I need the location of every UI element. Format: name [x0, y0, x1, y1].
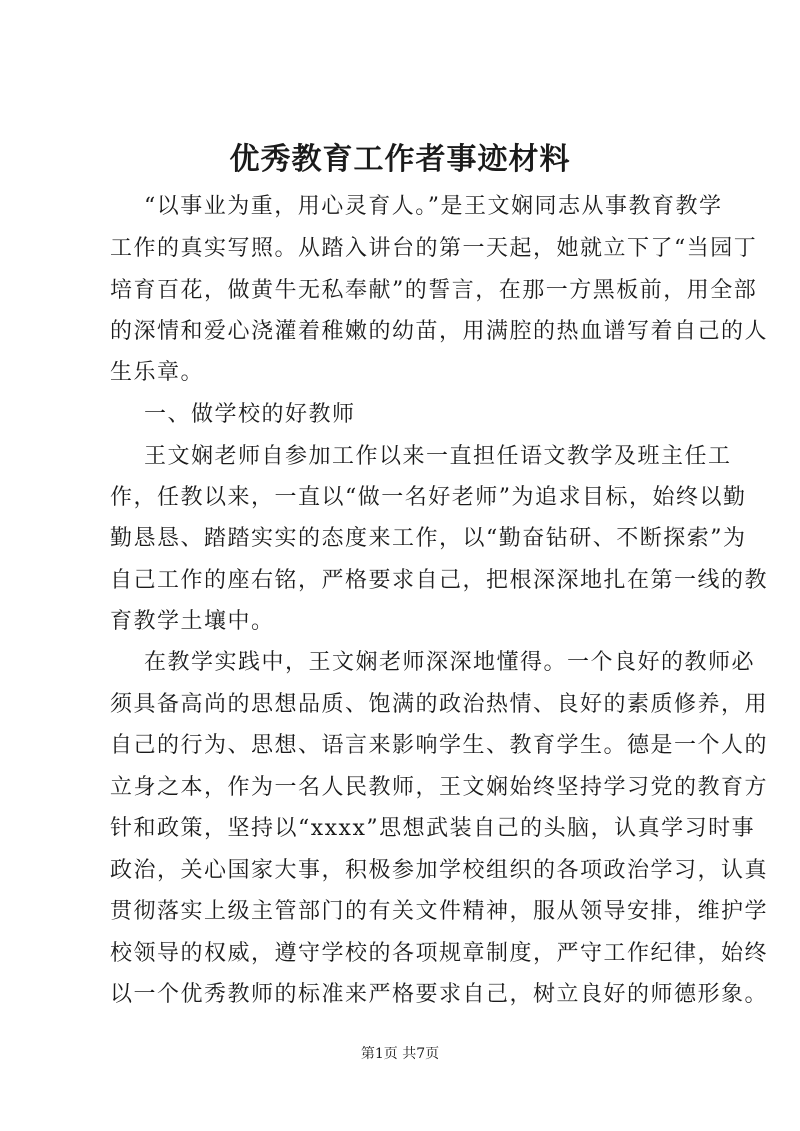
- body-line: 政治，关心国家大事，积极参加学校组织的各项政治学习，认真: [110, 858, 769, 883]
- body-line: 作，任教以来，一直以“做一名好老师”为追求目标，始终以勤: [110, 485, 747, 510]
- body-line: 须具备高尚的思想品质、饱满的政治热情、良好的素质修养，用: [110, 692, 769, 717]
- body-line: 贯彻落实上级主管部门的有关文件精神，服从领导安排，维护学: [110, 899, 769, 924]
- body-line: 以一个优秀教师的标准来严格要求自己，树立良好的师德形象。: [110, 982, 769, 1007]
- section-heading: 一、做学校的好教师: [110, 402, 356, 427]
- body-line: 针和政策，坚持以“xxxx”思想武装自己的头脑，认真学习时事: [110, 816, 756, 841]
- document-title: 优秀教育工作者事迹材料: [229, 142, 571, 177]
- body-line: “以事业为重，用心灵育人。”是王文娴同志从事教育教学: [110, 194, 723, 219]
- body-line: 立身之本，作为一名人民教师，王文娴始终坚持学习党的教育方: [110, 775, 769, 800]
- body-line: 工作的真实写照。从踏入讲台的第一天起，她就立下了“当园丁: [110, 236, 758, 261]
- body-line: 校领导的权威，遵守学校的各项规章制度，严守工作纪律，始终: [110, 941, 769, 966]
- body-line: 自己工作的座右铭，严格要求自己，把根深深地扎在第一线的教: [110, 568, 769, 593]
- body-line: 勤恳恳、踏踏实实的态度来工作，以“勤奋钻研、不断探索”为: [110, 526, 747, 551]
- body-line: 王文娴老师自参加工作以来一直担任语文教学及班主任工: [110, 444, 732, 469]
- body-line: 在教学实践中，王文娴老师深深地懂得。一个良好的教师必: [110, 650, 755, 675]
- body-line: 培育百花，做黄牛无私奉献”的誓言，在那一方黑板前，用全部: [110, 278, 758, 303]
- body-line: 自己的行为、思想、语言来影响学生、教育学生。德是一个人的: [110, 733, 769, 758]
- body-line: 的深情和爱心浇灌着稚嫩的幼苗，用满腔的热血谱写着自己的人: [110, 319, 769, 344]
- body-line: 育教学土壤中。: [110, 609, 275, 634]
- page-footer: 第1页 共7页: [360, 1046, 440, 1062]
- body-line: 生乐章。: [110, 360, 205, 385]
